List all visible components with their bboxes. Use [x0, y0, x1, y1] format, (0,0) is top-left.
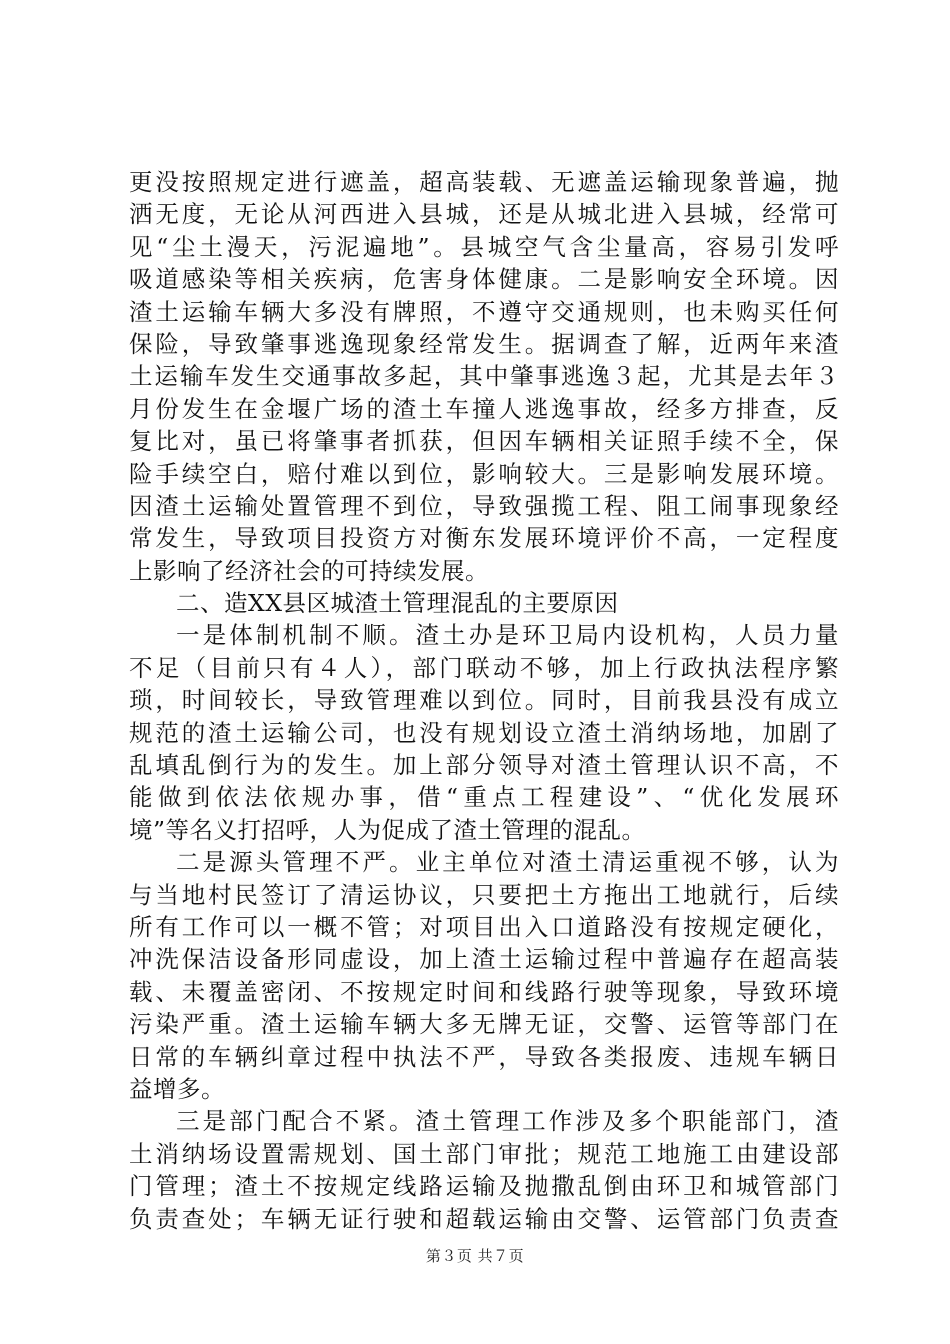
text-line: 不足（目前只有４人），部门联动不够，加上行政执法程序繁 — [129, 653, 839, 682]
text-line: 境”等名义打招呼，人为促成了渣土管理的混乱。 — [129, 815, 646, 844]
text-line: 保险，导致肇事逃逸现象经常发生。据调查了解，近两年来渣 — [129, 329, 839, 358]
text-line: 二是源头管理不严。业主单位对渣土清运重视不够，认为 — [176, 848, 839, 877]
text-line: 规范的渣土运输公司，也没有规划设立渣土消纳场地，加剧了 — [129, 718, 839, 747]
text-line: 乱填乱倒行为的发生。加上部分领导对渣土管理认识不高，不 — [129, 751, 839, 780]
text-line: 三是部门配合不紧。渣土管理工作涉及多个职能部门，渣 — [176, 1107, 839, 1136]
text-line: 因渣土运输处置管理不到位，导致强揽工程、阻工闹事现象经 — [129, 491, 839, 520]
text-line: 险手续空白，赔付难以到位，影响较大。三是影响发展环境。 — [129, 459, 839, 488]
text-line: 负责查处；车辆无证行驶和超载运输由交警、运管部门负责查 — [129, 1204, 839, 1233]
text-line: 能做到依法依规办事，借“重点工程建设”、“优化发展环 — [129, 783, 839, 812]
text-line: 吸道感染等相关疾病，危害身体健康。二是影响安全环境。因 — [129, 265, 839, 294]
text-line: 上影响了经济社会的可持续发展。 — [129, 556, 489, 585]
text-line: 所有工作可以一概不管；对项目出入口道路没有按规定硬化， — [129, 912, 839, 941]
section-heading: 二、造XX县区城渣土管理混乱的主要原因 — [176, 589, 619, 618]
text-line: 载、未覆盖密闭、不按规定时间和线路行驶等现象，导致环境 — [129, 977, 839, 1006]
text-line: 更没按照规定进行遮盖，超高装载、无遮盖运输现象普遍，抛 — [129, 168, 839, 196]
text-line: 复比对，虽已将肇事者抓获，但因车辆相关证照手续不全，保 — [129, 427, 839, 456]
text-line: 月份发生在金堰广场的渣土车撞人逃逸事故，经多方排查，反 — [129, 394, 839, 423]
text-line: 常发生，导致项目投资方对衡东发展环境评价不高，一定程度 — [129, 524, 839, 553]
text-line: 土消纳场设置需规划、国土部门审批；规范工地施工由建设部 — [129, 1139, 839, 1168]
text-line: 渣土运输车辆大多没有牌照，不遵守交通规则，也未购买任何 — [129, 297, 839, 326]
text-line: 日常的车辆纠章过程中执法不严，导致各类报废、违规车辆日 — [129, 1042, 839, 1071]
text-line: 土运输车发生交通事故多起，其中肇事逃逸３起，尤其是去年３ — [129, 362, 839, 391]
text-line: 见“尘土漫天，污泥遍地”。县城空气含尘量高，容易引发呼 — [129, 232, 839, 261]
text-line: 与当地村民签订了清运协议，只要把土方拖出工地就行，后续 — [129, 880, 839, 909]
document-body — [129, 166, 839, 1235]
text-line: 一是体制机制不顺。渣土办是环卫局内设机构，人员力量 — [176, 621, 839, 650]
text-line: 冲洗保洁设备形同虚设，加上渣土运输过程中普遍存在超高装 — [129, 945, 839, 974]
text-line: 琐，时间较长，导致管理难以到位。同时，目前我县没有成立 — [129, 686, 839, 715]
text-line: 污染严重。渣土运输车辆大多无牌无证，交警、运管等部门在 — [129, 1010, 839, 1039]
text-line: 益增多。 — [129, 1074, 225, 1103]
text-line: 洒无度，无论从河西进入县城，还是从城北进入县城，经常可 — [129, 200, 839, 229]
page-number-footer: 第３页 共７页 — [425, 1247, 525, 1265]
text-line: 门管理；渣土不按规定线路运输及抛撒乱倒由环卫和城管部门 — [129, 1172, 839, 1201]
